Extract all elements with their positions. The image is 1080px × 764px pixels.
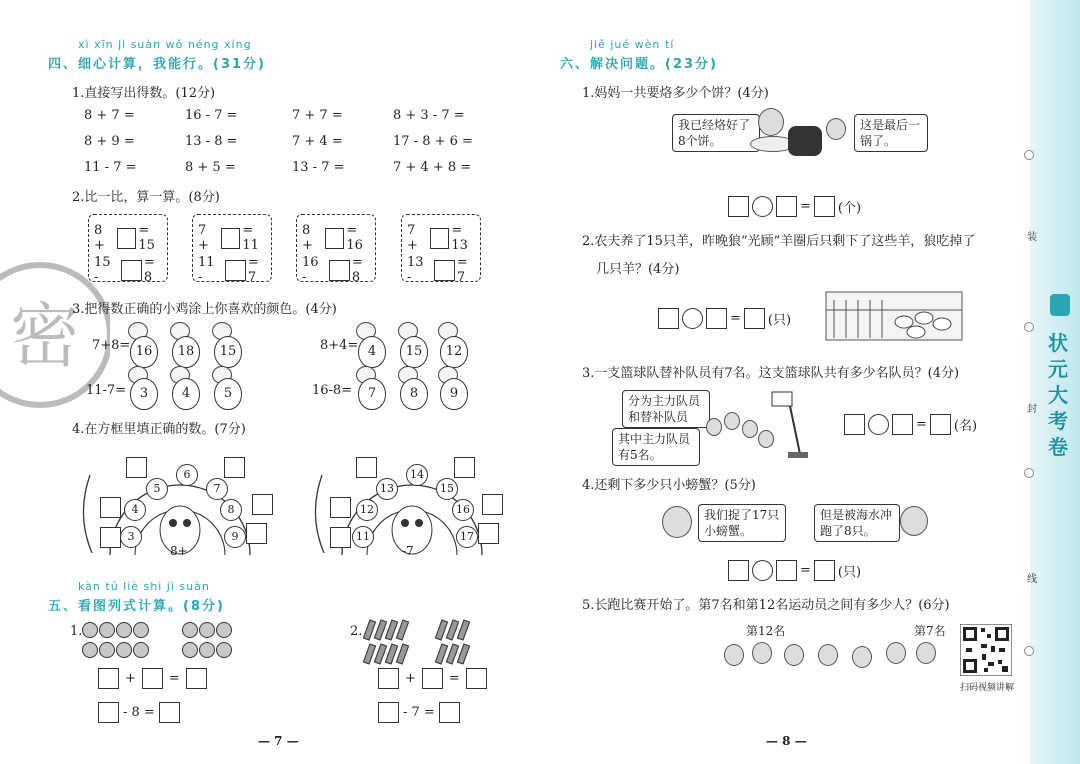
operator-circle[interactable] <box>752 196 773 217</box>
q1-item: 16 - 7 = <box>185 108 238 123</box>
runner-figure-icon <box>818 644 838 666</box>
binding-hole-icon <box>1024 150 1034 160</box>
r-q3-prompt: 3.一支篮球队替补队员有7名。这支篮球队共有多少名队员？(4分) <box>582 366 960 381</box>
player-figure-icon <box>742 420 758 438</box>
q2-group: 7 + = 11 11 - = 7 <box>192 214 272 282</box>
q1-item: 11 - 7 = <box>84 160 137 175</box>
r-q2-prompt-line2: 几只羊？(4分) <box>596 262 680 277</box>
q3-expr: 8+4= <box>320 338 359 353</box>
svg-text:密: 密 <box>10 295 80 377</box>
section5-title: 五、看图列式计算。(8分) <box>48 599 225 614</box>
qr-caption: 扫码视频讲解 <box>960 683 1015 693</box>
answer-box[interactable] <box>478 523 499 544</box>
peacock-number: 11 <box>352 526 374 548</box>
answer-box[interactable] <box>117 228 136 249</box>
peacock-number: 15 <box>436 478 458 500</box>
section5-pinyin: kàn tú liè shì jì suàn <box>78 580 210 593</box>
runner-label-7th: 第7名 <box>914 624 946 638</box>
answer-box[interactable] <box>744 308 765 329</box>
binding-hole-icon <box>1024 646 1034 656</box>
answer-box[interactable] <box>454 457 475 478</box>
answer-box[interactable] <box>98 668 119 689</box>
r-q2-prompt-line1: 2.农夫养了15只羊，昨晚狼“光顾”羊圈后只剩下了这些羊，狼吃掉了 <box>582 234 976 249</box>
peacock-center-op: -7 <box>402 544 414 558</box>
chick-egg[interactable]: 18 <box>172 336 200 368</box>
girl-figure-icon <box>662 506 692 538</box>
picture2-equation-1: + = <box>378 668 487 689</box>
binding-hole-icon <box>1024 322 1034 332</box>
binding-mark: 封 <box>1027 404 1037 415</box>
speech-bubble: 我已经烙好了8个饼。 <box>672 114 760 152</box>
pencil-group-icon <box>366 620 426 668</box>
speech-bubble: 这是最后一锅了。 <box>854 114 928 152</box>
binding-mark: 装 <box>1027 232 1037 243</box>
answer-box[interactable] <box>325 228 344 249</box>
q3-expr: 7+8= <box>92 338 131 353</box>
section4-title: 四、细心计算，我能行。(31分) <box>48 57 266 72</box>
peacock-number: 5 <box>146 478 168 500</box>
peacock-number: 3 <box>120 526 142 548</box>
speech-bubble: 其中主力队员有5名。 <box>612 428 700 466</box>
answer-box[interactable] <box>100 497 121 518</box>
answer-box[interactable] <box>221 228 240 249</box>
q1-item: 8 + 9 = <box>84 134 135 149</box>
chick-egg[interactable]: 5 <box>214 378 242 410</box>
answer-box[interactable] <box>430 228 449 249</box>
mother-figure-icon <box>758 108 784 136</box>
answer-box[interactable] <box>225 260 246 281</box>
section4-pinyin: xì xīn jì suàn wǒ néng xíng <box>78 38 252 51</box>
runner-label-12th: 第12名 <box>746 624 786 638</box>
r-q4-prompt: 4.还剩下多少只小螃蟹？(5分) <box>582 478 756 493</box>
answer-box[interactable] <box>329 260 350 281</box>
chick-egg[interactable]: 15 <box>400 336 428 368</box>
answer-box[interactable] <box>728 196 749 217</box>
answer-box[interactable] <box>776 560 797 581</box>
runner-figure-icon <box>724 644 744 666</box>
peacock-center-op: 8+ <box>170 544 188 558</box>
q1-item: 8 + 3 - 7 = <box>393 108 465 123</box>
q1-item: 7 + 4 = <box>292 134 343 149</box>
answer-box[interactable] <box>126 457 147 478</box>
picture2-equation-2: - 7 = <box>378 702 460 723</box>
runner-figure-icon <box>916 642 936 664</box>
r-q1-prompt: 1.妈妈一共要烙多少个饼？(4分) <box>582 86 769 101</box>
answer-box[interactable] <box>466 668 487 689</box>
answer-box[interactable] <box>422 668 443 689</box>
page-number-right: — 8 — <box>766 734 807 748</box>
q2-group: 8 + = 16 16 - = 8 <box>296 214 376 282</box>
answer-box[interactable] <box>330 527 351 548</box>
runner-figure-icon <box>886 642 906 664</box>
brand-title: 状元大考卷 <box>1048 331 1068 459</box>
pan-icon <box>788 126 822 156</box>
answer-box[interactable] <box>98 702 119 723</box>
page-number-left: — 7 — <box>258 734 299 748</box>
q1-item: 7 + 7 = <box>292 108 343 123</box>
answer-box[interactable] <box>814 196 835 217</box>
r-q4-equation: = (只) <box>728 560 861 581</box>
answer-box[interactable] <box>844 414 865 435</box>
basketball-hoop-icon <box>770 388 810 460</box>
q1-item: 8 + 5 = <box>185 160 236 175</box>
answer-box[interactable] <box>434 260 455 281</box>
answer-box[interactable] <box>100 527 121 548</box>
q1-item: 8 + 7 = <box>84 108 135 123</box>
peacock-number: 12 <box>356 499 378 521</box>
pencil-group-icon <box>438 620 488 668</box>
speech-bubble: 但是被海水冲跑了8只。 <box>814 504 900 542</box>
answer-box[interactable] <box>814 560 835 581</box>
chick-egg[interactable]: 15 <box>214 336 242 368</box>
q1-item: 17 - 8 + 6 = <box>393 134 473 149</box>
answer-box[interactable] <box>728 560 749 581</box>
child-figure-icon <box>826 118 846 140</box>
picture2-label: 2. <box>350 624 363 639</box>
chick-egg[interactable]: 4 <box>172 378 200 410</box>
q4-prompt: 4.在方框里填正确的数。(7分) <box>72 422 246 437</box>
answer-box[interactable] <box>706 308 727 329</box>
picture1-label: 1. <box>70 624 83 639</box>
r-q2-equation: = (只) <box>658 308 791 329</box>
peacock-number: 7 <box>206 478 228 500</box>
operator-circle[interactable] <box>868 414 889 435</box>
q2-prompt: 2.比一比，算一算。(8分) <box>72 190 220 205</box>
q2-group: 7 + = 13 13 - = 7 <box>401 214 481 282</box>
chick-egg[interactable]: 3 <box>130 378 158 410</box>
basketball-group-icon <box>82 622 162 662</box>
peacock-number: 14 <box>406 464 428 486</box>
operator-circle[interactable] <box>752 560 773 581</box>
peacock-number: 16 <box>452 499 474 521</box>
runner-figure-icon <box>752 642 772 664</box>
player-figure-icon <box>706 418 722 436</box>
q1-item: 7 + 4 + 8 = <box>393 160 472 175</box>
section6-title: 六、解决问题。(23分) <box>560 57 718 72</box>
q3-expr: 16-8= <box>312 383 353 398</box>
boy-figure-icon <box>900 506 928 536</box>
runner-figure-icon <box>784 644 804 666</box>
q1-item: 13 - 8 = <box>185 134 238 149</box>
chick-egg[interactable]: 8 <box>400 378 428 410</box>
q3-expr: 11-7= <box>86 383 127 398</box>
answer-box[interactable] <box>378 702 399 723</box>
r-q1-equation: = (个) <box>728 196 861 217</box>
q1-prompt: 1.直接写出得数。(12分) <box>72 86 216 101</box>
answer-box[interactable] <box>439 702 460 723</box>
answer-box[interactable] <box>482 494 503 515</box>
chick-egg[interactable]: 7 <box>358 378 386 410</box>
chick-egg[interactable]: 4 <box>358 336 386 368</box>
picture1-equation-2: - 8 = <box>98 702 180 723</box>
peacock-number: 9 <box>224 526 246 548</box>
sheep-pen-icon <box>824 290 964 342</box>
answer-box[interactable] <box>224 457 245 478</box>
answer-box[interactable] <box>252 494 273 515</box>
q3-prompt: 3.把得数正确的小鸡涂上你喜欢的颜色。(4分) <box>72 302 337 317</box>
runner-figure-icon <box>852 646 872 668</box>
peacock-number: 17 <box>456 526 478 548</box>
chick-egg[interactable]: 9 <box>440 378 468 410</box>
r-q5-prompt: 5.长跑比赛开始了。第7名和第12名运动员之间有多少人？(6分) <box>582 598 950 613</box>
q1-item: 13 - 7 = <box>292 160 345 175</box>
answer-box[interactable] <box>121 260 142 281</box>
binding-mark: 线 <box>1027 574 1037 585</box>
section6-pinyin: jiě jué wèn tí <box>590 38 675 51</box>
brand-badge-icon <box>1050 294 1070 316</box>
peacock-number: 4 <box>124 499 146 521</box>
qr-code-icon[interactable] <box>960 624 1012 676</box>
peacock-number: 8 <box>220 499 242 521</box>
answer-box[interactable] <box>246 523 267 544</box>
r-q3-equation: = (名) <box>844 414 977 435</box>
chick-egg[interactable]: 12 <box>440 336 468 368</box>
answer-box[interactable] <box>658 308 679 329</box>
picture1-equation-1: + = <box>98 668 207 689</box>
chick-egg[interactable]: 16 <box>130 336 158 368</box>
peacock-number: 6 <box>176 464 198 486</box>
answer-box[interactable] <box>159 702 180 723</box>
answer-box[interactable] <box>930 414 951 435</box>
answer-box[interactable] <box>142 668 163 689</box>
answer-box[interactable] <box>776 196 797 217</box>
answer-box[interactable] <box>330 497 351 518</box>
answer-box[interactable] <box>356 457 377 478</box>
q2-group: 8 + = 15 15 - = 8 <box>88 214 168 282</box>
binding-hole-icon <box>1024 468 1034 478</box>
basketball-group-icon <box>182 622 246 662</box>
answer-box[interactable] <box>892 414 913 435</box>
player-figure-icon <box>724 412 740 430</box>
peacock-number: 13 <box>376 478 398 500</box>
speech-bubble: 分为主力队员和替补队员 <box>622 390 710 428</box>
answer-box[interactable] <box>186 668 207 689</box>
answer-box[interactable] <box>378 668 399 689</box>
speech-bubble: 我们捉了17只小螃蟹。 <box>698 504 786 542</box>
operator-circle[interactable] <box>682 308 703 329</box>
